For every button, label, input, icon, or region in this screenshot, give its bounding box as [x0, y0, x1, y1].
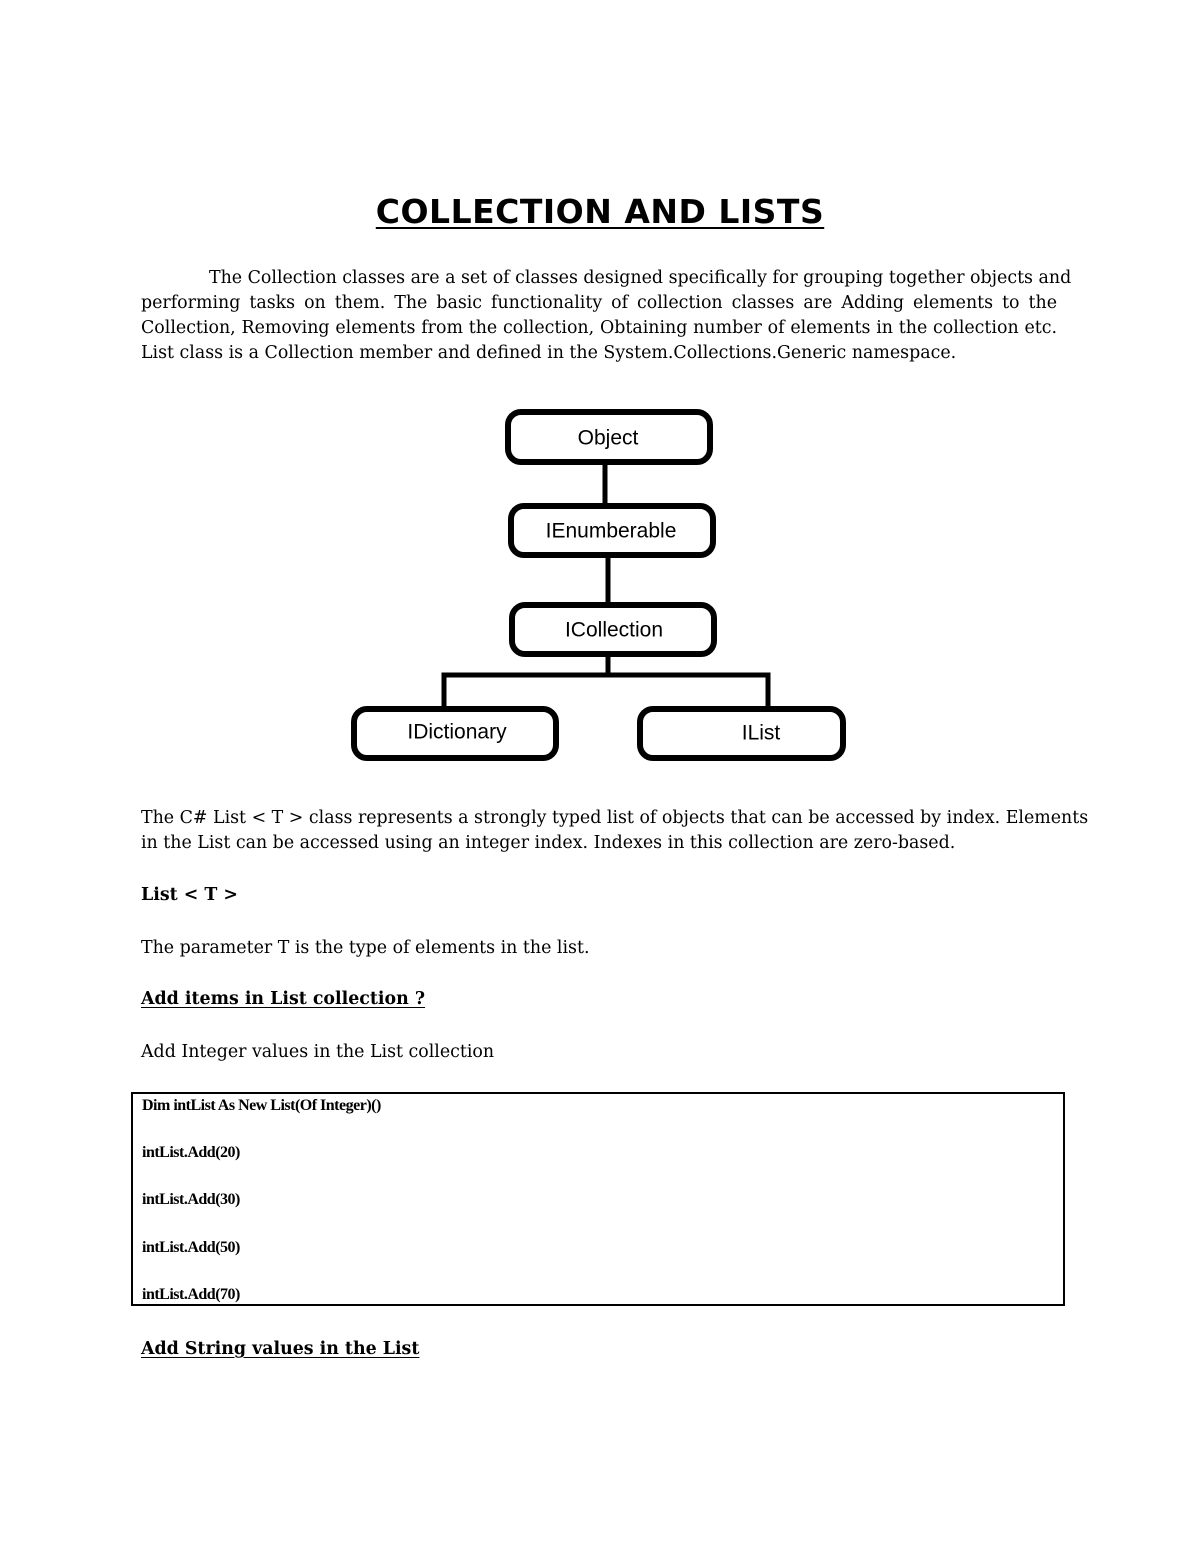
code-block	[131, 1092, 1065, 1306]
node-idictionary-label: IDictionary	[407, 720, 507, 744]
add-string-heading: Add String values in the List	[141, 1339, 420, 1359]
node-ienumerable-label: IEnumberable	[545, 519, 677, 543]
node-ilist-label: IList	[741, 721, 781, 745]
list-description-line: in the List can be accessed using an integer index. Indexes in this collection are zero-based.	[141, 833, 956, 853]
intro-line: List class is a Collection member and defined in the System.Collections.Generic namespace.	[141, 343, 957, 363]
intro-line: Collection, Removing elements from the collection, Obtaining number of elements in the collection etc.	[141, 318, 1057, 338]
code-line: intList.Add(20)	[142, 1144, 240, 1161]
syntax-heading: List < T >	[141, 885, 238, 905]
intro-line: The Collection classes are a set of classes designed specifically for grouping together objects and	[209, 268, 1072, 288]
list-description-line: The C# List < T > class represents a strongly typed list of objects that can be accessed by index. Elements	[141, 808, 1089, 828]
add-integer-text: Add Integer values in the List collection	[141, 1042, 495, 1062]
intro-paragraph	[141, 266, 1072, 366]
node-icollection-label: ICollection	[564, 618, 664, 642]
parameter-text: The parameter T is the type of elements in the list.	[141, 938, 590, 958]
intro-line: performing tasks on them. The basic functionality of collection classes are Adding elements to the	[141, 293, 1057, 313]
node-object-label: Object	[577, 426, 639, 450]
hierarchy-svg	[340, 400, 860, 775]
code-line: intList.Add(30)	[142, 1191, 240, 1208]
connector-branch	[444, 675, 768, 710]
list-description-paragraph	[141, 806, 1089, 856]
collection-hierarchy-diagram	[340, 400, 860, 775]
add-items-heading: Add items in List collection ?	[141, 989, 426, 1009]
code-line: intList.Add(50)	[142, 1239, 240, 1256]
page-title: COLLECTION AND LISTS	[375, 192, 825, 231]
code-line: intList.Add(70)	[142, 1286, 240, 1303]
code-line: Dim intList As New List(Of Integer)()	[142, 1097, 381, 1114]
